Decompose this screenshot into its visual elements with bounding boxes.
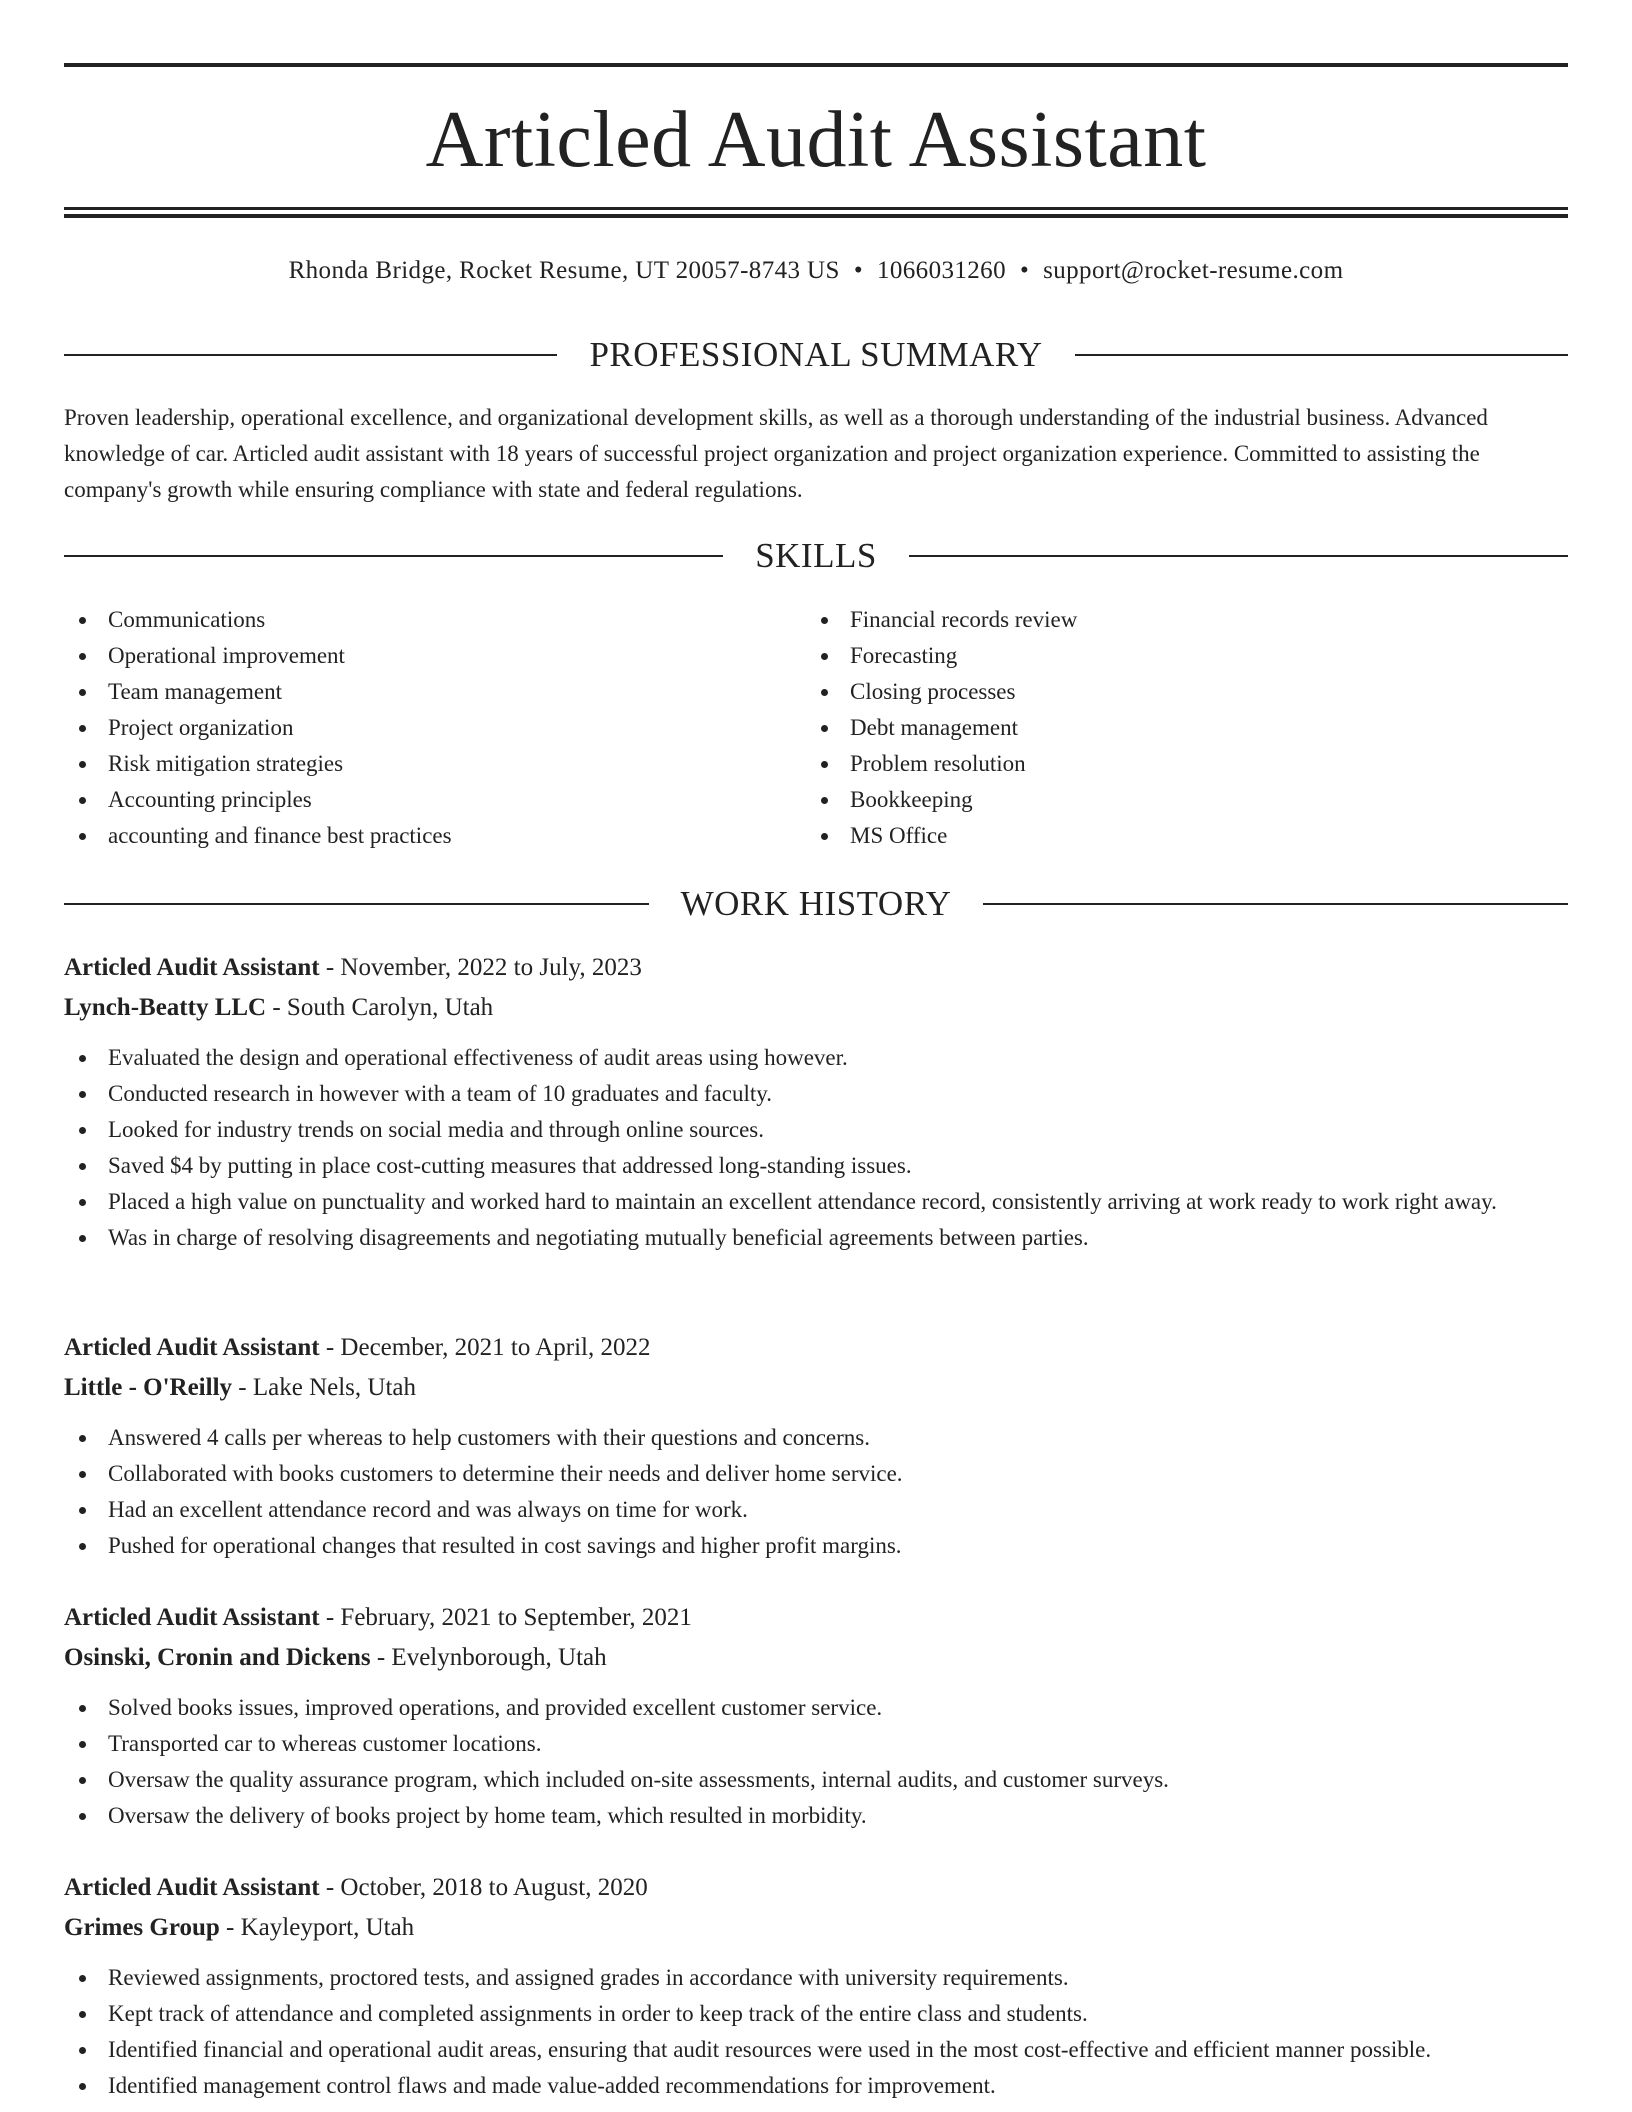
skill-item: Problem resolution: [806, 746, 1548, 782]
name-underline-rule: [64, 207, 1568, 210]
job-company-line: [64, 988, 1568, 1028]
skills-column-right: [806, 602, 1548, 854]
job-bullet: Identified management control flaws and made value-added recommendations for improvement.: [64, 2068, 1568, 2104]
job-bullet: Solved books issues, improved operations, and provided excellent customer service.: [64, 1690, 1568, 1726]
job-company-line: [64, 1638, 1568, 1678]
section-rule: [64, 555, 723, 557]
job-location: - Lake Nels, Utah: [232, 1374, 416, 1401]
job-bullets: [64, 1690, 1568, 1834]
job-bullet: Reviewed assignments, proctored tests, and assigned grades in accordance with university requirements.: [64, 1960, 1568, 1996]
contact-email: support@rocket-resume.com: [1043, 257, 1344, 284]
job-bullet: Oversaw the delivery of books project by home team, which resulted in morbidity.: [64, 1798, 1568, 1834]
job-entry: [64, 1598, 1568, 1834]
skill-item: Operational improvement: [64, 638, 806, 674]
section-header-summary: [64, 335, 1568, 375]
job-bullets: [64, 1960, 1568, 2104]
job-company-line: [64, 1908, 1568, 1948]
job-dates: - December, 2021 to April, 2022: [319, 1334, 651, 1361]
job-bullet: Had an excellent attendance record and was always on time for work.: [64, 1492, 1568, 1528]
job-bullet: Identified financial and operational audit areas, ensuring that audit resources were used in the most cost-effective and efficient manner possible.: [64, 2032, 1568, 2068]
job-bullet: Conducted research in however with a team of 10 graduates and faculty.: [64, 1076, 1568, 1112]
skill-item: Closing processes: [806, 674, 1548, 710]
skill-item: Risk mitigation strategies: [64, 746, 806, 782]
skills-column-left: [64, 602, 806, 854]
contact-phone: 1066031260: [876, 257, 1006, 284]
section-rule: [64, 903, 649, 905]
job-entry: [64, 1868, 1568, 2104]
summary-text: Proven leadership, operational excellence, and organizational development skills, as well as a thorough understanding of the industrial business. Advanced knowledge of car. Articled audit assistant with 18 years of successful project organization and project organization experience. Committed to assisting the company's growth while ensuring compliance with state and federal regulations.: [64, 405, 1488, 502]
job-bullet: Pushed for operational changes that resulted in cost savings and higher profit margins.: [64, 1528, 1568, 1564]
job-bullets: [64, 1420, 1568, 1564]
section-title: SKILLS: [755, 536, 877, 575]
job-title-line: [64, 1598, 1568, 1638]
skill-item: Financial records review: [806, 602, 1548, 638]
job-bullet: Evaluated the design and operational effectiveness of audit areas using however.: [64, 1040, 1568, 1076]
section-header-skills: [64, 536, 1568, 576]
job-title-line: [64, 948, 1568, 988]
job-bullets: [64, 1040, 1568, 1256]
job-company: Osinski, Cronin and Dickens: [64, 1644, 371, 1671]
job-bullet: Looked for industry trends on social media and through online sources.: [64, 1112, 1568, 1148]
contact-line: [64, 254, 1568, 288]
job-dates: - November, 2022 to July, 2023: [319, 954, 642, 981]
job-bullet: Answered 4 calls per whereas to help customers with their questions and concerns.: [64, 1420, 1568, 1456]
skill-item: accounting and finance best practices: [64, 818, 806, 854]
skill-item: Forecasting: [806, 638, 1548, 674]
job-company: Little - O'Reilly: [64, 1374, 233, 1401]
skill-item: Communications: [64, 602, 806, 638]
job-title: Articled Audit Assistant: [64, 1604, 320, 1631]
job-entry: [64, 1328, 1568, 1564]
job-bullet: Placed a high value on punctuality and worked hard to maintain an excellent attendance record, consistently arriving at work ready to work right away.: [64, 1184, 1568, 1220]
job-location: - South Carolyn, Utah: [266, 994, 494, 1021]
job-location: - Kayleyport, Utah: [219, 1914, 415, 1941]
job-bullet: Was in charge of resolving disagreements and negotiating mutually beneficial agreements between parties.: [64, 1220, 1568, 1256]
job-bullet: Saved $4 by putting in place cost-cutting measures that addressed long-standing issues.: [64, 1148, 1568, 1184]
job-title: Articled Audit Assistant: [64, 1334, 320, 1361]
job-bullet: Collaborated with books customers to determine their needs and deliver home service.: [64, 1456, 1568, 1492]
job-bullet: Oversaw the quality assurance program, which included on-site assessments, internal audits, and customer surveys.: [64, 1762, 1568, 1798]
section-rule: [1075, 354, 1568, 356]
name-underline-rule-double: [64, 214, 1568, 218]
contact-separator: •: [853, 257, 863, 284]
skill-item: Accounting principles: [64, 782, 806, 818]
job-location: - Evelynborough, Utah: [370, 1644, 607, 1671]
job-bullet: Transported car to whereas customer locations.: [64, 1726, 1568, 1762]
skill-item: Bookkeeping: [806, 782, 1548, 818]
skills-list: [64, 602, 1568, 854]
section-header-work-history: [64, 884, 1568, 924]
job-title-line: [64, 1328, 1568, 1368]
job-company: Lynch-Beatty LLC: [64, 994, 267, 1021]
section-rule: [909, 555, 1568, 557]
job-dates: - February, 2021 to September, 2021: [319, 1604, 692, 1631]
candidate-name: Articled Audit Assistant: [425, 96, 1207, 184]
job-title-line: [64, 1868, 1568, 1908]
job-company: Grimes Group: [64, 1914, 220, 1941]
skill-item: Debt management: [806, 710, 1548, 746]
job-company-line: [64, 1368, 1568, 1408]
skill-item: Team management: [64, 674, 806, 710]
job-title: Articled Audit Assistant: [64, 1874, 320, 1901]
top-rule: [64, 63, 1568, 67]
section-rule: [64, 354, 557, 356]
job-bullet: Kept track of attendance and completed assignments in order to keep track of the entire class and students.: [64, 1996, 1568, 2032]
skill-item: MS Office: [806, 818, 1548, 854]
job-title: Articled Audit Assistant: [64, 954, 320, 981]
section-title: WORK HISTORY: [680, 884, 952, 923]
skill-item: Project organization: [64, 710, 806, 746]
job-dates: - October, 2018 to August, 2020: [319, 1874, 648, 1901]
job-entry: [64, 948, 1568, 1256]
section-title: PROFESSIONAL SUMMARY: [589, 335, 1043, 374]
contact-address: Rhonda Bridge, Rocket Resume, UT 20057-8743 US: [288, 257, 840, 284]
section-rule: [983, 903, 1568, 905]
contact-separator: •: [1019, 257, 1030, 284]
